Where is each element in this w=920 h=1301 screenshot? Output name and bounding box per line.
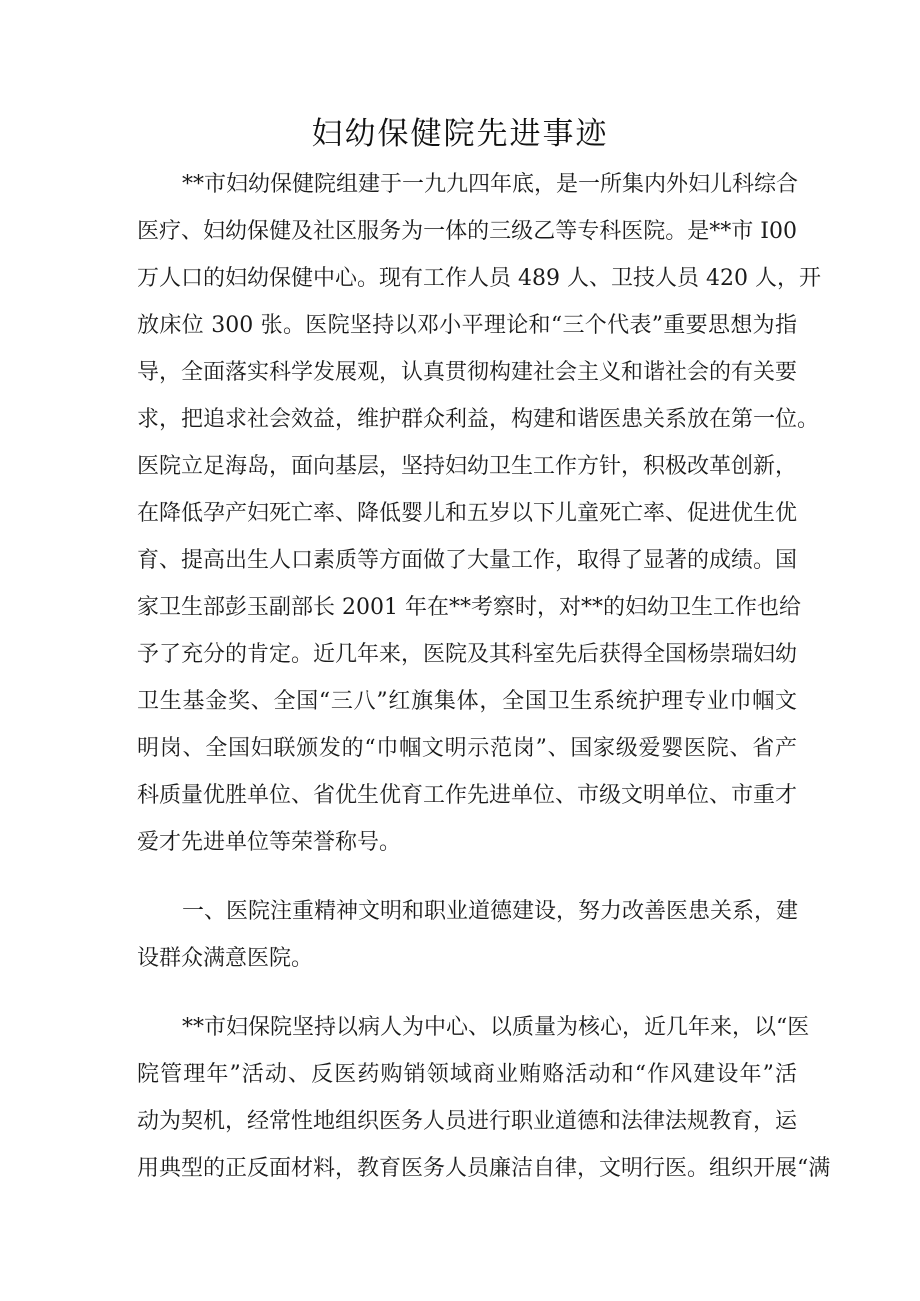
paragraph-3-line-3: 动为契机，经常性地组织医务人员进行职业道德和法律法规教育，运 [137, 1109, 798, 1134]
paragraph-1-line-5: 导，全面落实科学发展观，认真贯彻构建社会主义和谐社会的有关要 [137, 360, 798, 385]
paragraph-2-line-1: 一、医院注重精神文明和职业道德建设，努力改善医患关系，建 [182, 899, 799, 924]
paragraph-1-line-11: 予了充分的肯定。近几年来，医院及其科室先后获得全国杨崇瑞妇幼 [137, 642, 798, 667]
paragraph-1-line-4: 放床位 300 张。医院坚持以邓小平理论和“三个代表”重要思想为指 [137, 313, 797, 338]
paragraph-3-line-1: **市妇保院坚持以病人为中心、以质量为核心，近几年来，以“医 [182, 1015, 810, 1040]
paragraph-1-line-12: 卫生基金奖、全国“三八”红旗集体，全国卫生系统护理专业巾帼文 [137, 689, 797, 714]
paragraph-1-line-6: 求，把追求社会效益，维护群众利益，构建和谐医患关系放在第一位。 [137, 407, 820, 432]
paragraph-1-line-7: 医院立足海岛，面向基层，坚持妇幼卫生工作方针，积极改革创新， [137, 454, 798, 479]
paragraph-3-line-4: 用典型的正反面材料，教育医务人员廉洁自律，文明行医。组织开展“满 [137, 1156, 831, 1181]
paragraph-1-line-3: 万人口的妇幼保健中心。现有工作人员 489 人、卫技人员 420 人，开 [137, 266, 821, 291]
paragraph-1-line-13: 明岗、全国妇联颁发的“巾帼文明示范岗”、国家级爱婴医院、省产 [137, 736, 797, 761]
paragraph-1-line-15: 爱才先进单位等荣誉称号。 [137, 830, 402, 855]
paragraph-1-line-2: 医疗、妇幼保健及社区服务为一体的三级乙等专科医院。是**市 I00 [137, 219, 797, 244]
paragraph-1-line-1: **市妇幼保健院组建于一九九四年底，是一所集内外妇儿科综合 [182, 172, 799, 197]
paragraph-1-line-14: 科质量优胜单位、省优生优育工作先进单位、市级文明单位、市重才 [137, 783, 798, 808]
paragraph-1-line-9: 育、提高出生人口素质等方面做了大量工作，取得了显著的成绩。国 [137, 548, 798, 573]
paragraph-1-line-8: 在降低孕产妇死亡率、降低婴儿和五岁以下儿童死亡率、促进优生优 [137, 501, 798, 526]
paragraph-1-line-10: 家卫生部彭玉副部长 2001 年在**考察时，对**的妇幼卫生工作也给 [137, 595, 801, 620]
document-title: 妇幼保健院先进事迹 [311, 116, 609, 152]
paragraph-3-line-2: 院管理年”活动、反医药购销领域商业贿赂活动和“作风建设年”活 [137, 1062, 797, 1087]
paragraph-2-line-2: 设群众满意医院。 [137, 946, 314, 971]
